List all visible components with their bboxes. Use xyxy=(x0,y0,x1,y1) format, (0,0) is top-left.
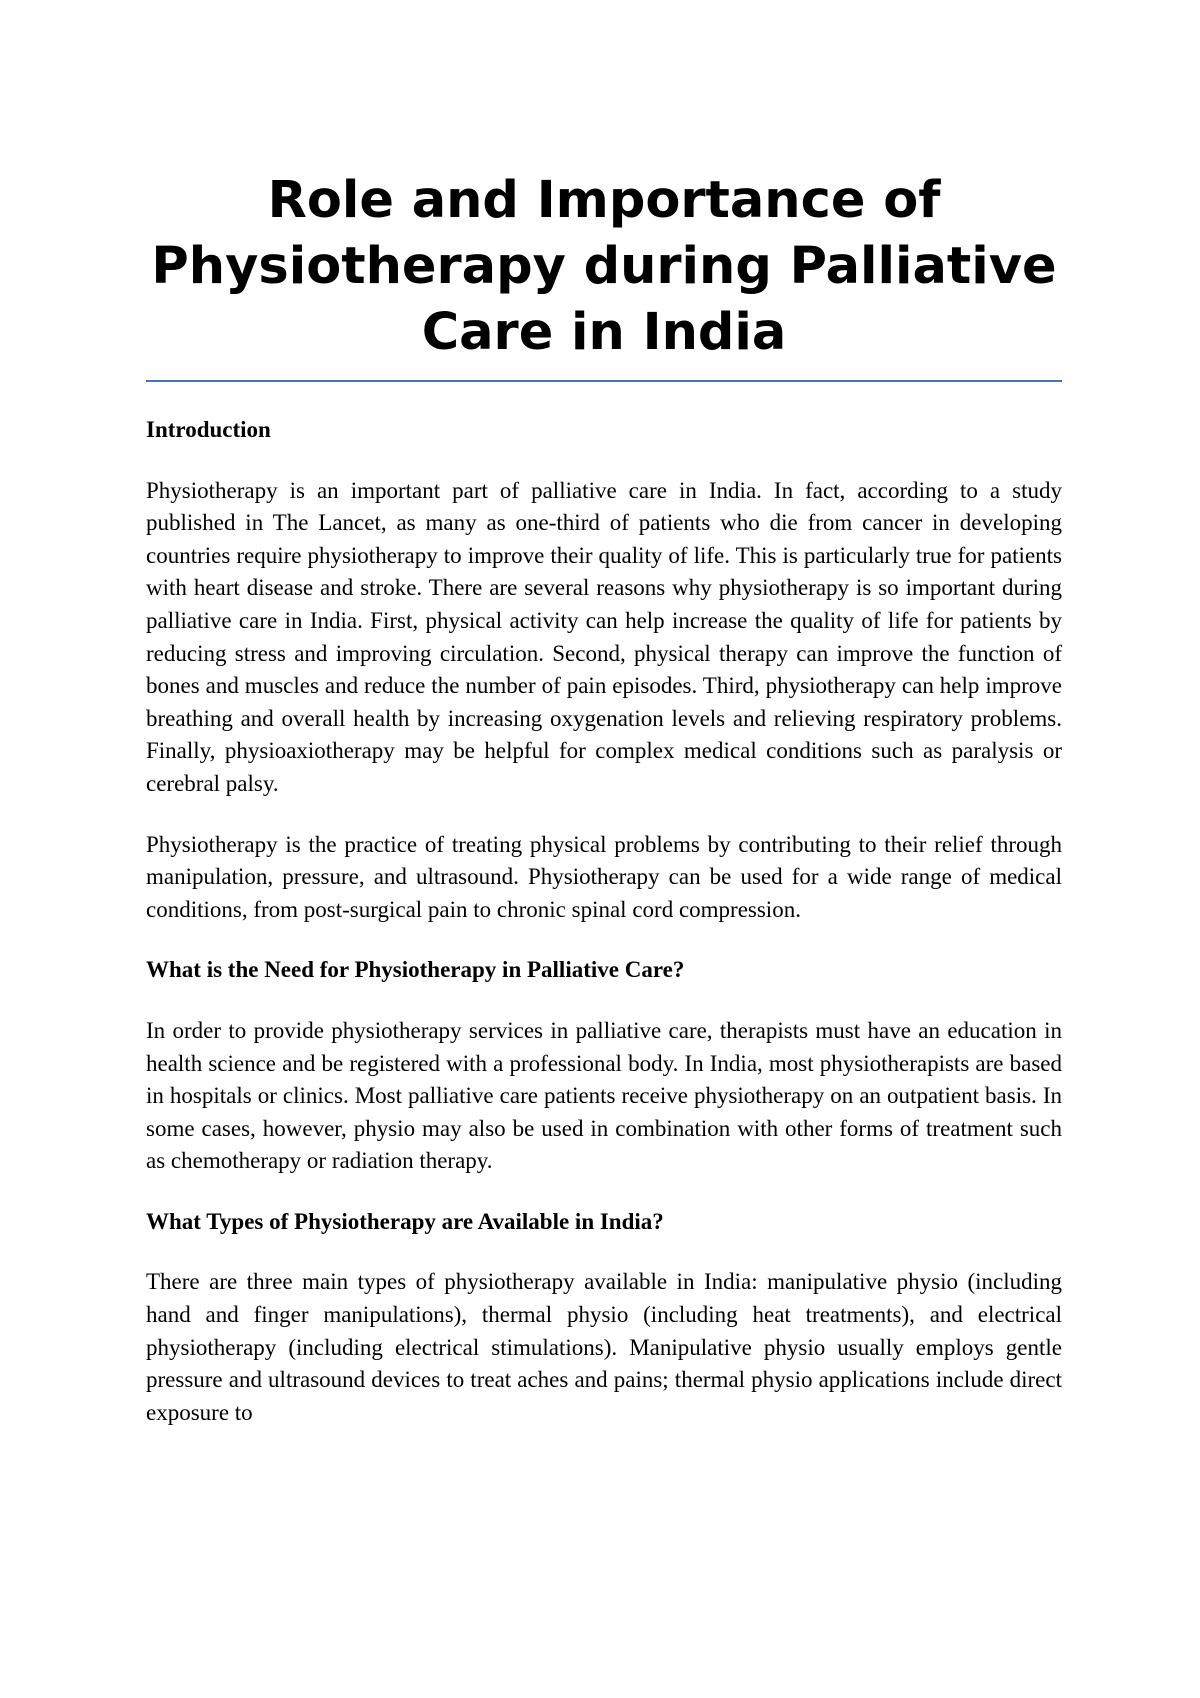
document-body xyxy=(146,414,1062,1429)
document-title: Role and Importance of Physiotherapy during Palliative Care in India xyxy=(151,171,1057,362)
paragraph-introduction-1: Physiotherapy is an important part of palliative care in India. In fact, according to a study published in The Lancet, as many as one-third of patients who die from cancer in developing countries require physiotherapy to improve their quality of life. This is particularly true for patients with heart disease and stroke. There are several reasons why physiotherapy is so important during palliative care in India. First, physical activity can help increase the quality of life for patients by reducing stress and improving circulation. Second, physical therapy can improve the function of bones and muscles and reduce the number of pain episodes. Third, physiotherapy can help improve breathing and overall health by increasing oxygenation levels and relieving respiratory problems. Finally, physioaxiotherapy may be helpful for complex medical conditions such as paralysis or cerebral palsy. xyxy=(146,477,1062,796)
section-heading-introduction: Introduction xyxy=(146,417,271,442)
paragraph-types-1: There are three main types of physiotherapy available in India: manipulative physio (including hand and finger manipulations), thermal physio (including heat treatments), and electrical physiotherapy (including electrical stimulations). Manipulative physio usually employs gentle pressure and ultrasound devices to treat aches and pains; thermal physio applications include direct exposure to xyxy=(146,1269,1062,1425)
paragraph-introduction-2: Physiotherapy is the practice of treating physical problems by contributing to their relief through manipulation, pressure, and ultrasound. Physiotherapy can be used for a wide range of medical conditions, from post-surgical pain to chronic spinal cord compression. xyxy=(146,831,1062,922)
title-divider xyxy=(146,380,1062,382)
paragraph-need-1: In order to provide physiotherapy services in palliative care, therapists must have an education in health science and be registered with a professional body. In India, most physiotherapists are based in hospitals or clinics. Most palliative care patients receive physiotherapy on an outpatient basis. In some cases, however, physio may also be used in combination with other forms of treatment such as chemotherapy or radiation therapy. xyxy=(146,1017,1062,1174)
section-heading-types: What Types of Physiotherapy are Available in India? xyxy=(146,1208,664,1234)
document-page xyxy=(146,168,1062,1457)
section-heading-need: What is the Need for Physiotherapy in Palliative Care? xyxy=(146,957,685,983)
